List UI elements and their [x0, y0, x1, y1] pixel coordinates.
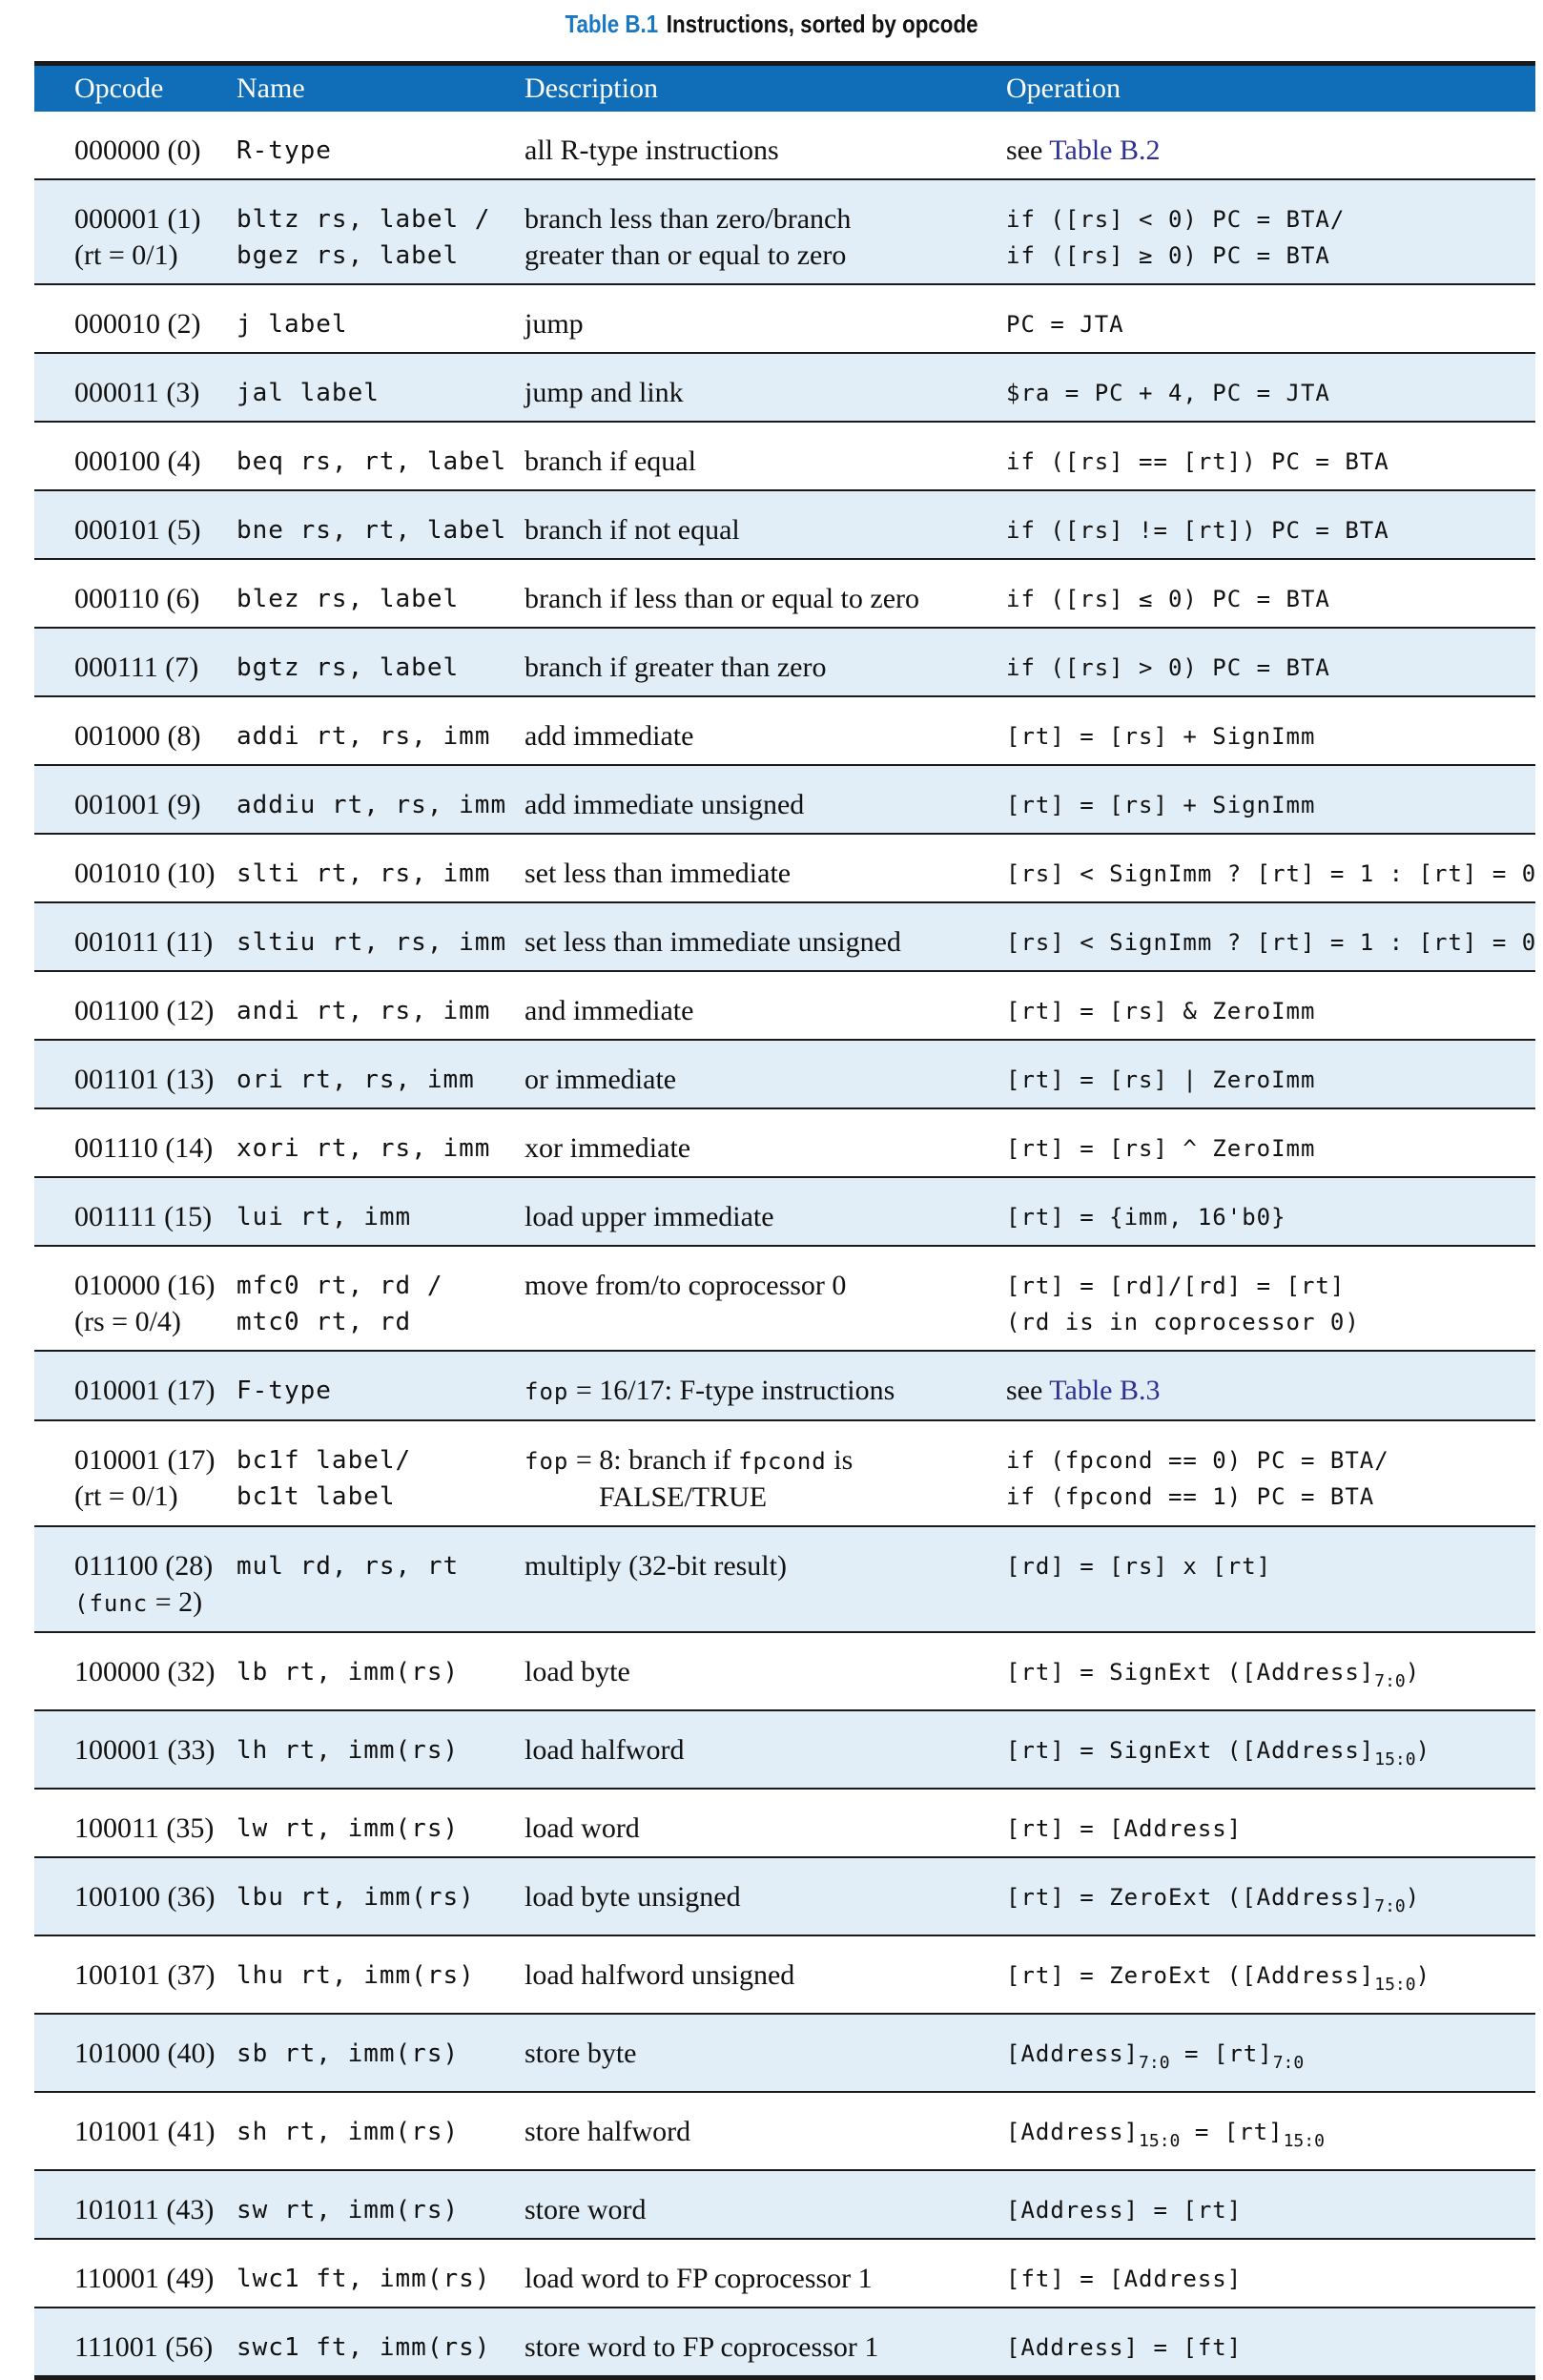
- name-text: bltz rs, label /: [237, 205, 491, 234]
- opcode-cell: 010001 (17): [34, 1351, 237, 1420]
- description-text: branch less than zero/branch: [525, 203, 852, 235]
- bit-range: 7:0: [1374, 1896, 1406, 1916]
- description-cell: store word: [525, 2170, 1006, 2239]
- name-cell: xori rt, rs, imm: [237, 1134, 491, 1163]
- name-text: R-type: [237, 136, 332, 165]
- name-cell: lhu rt, imm(rs): [237, 1961, 475, 1990]
- description-cell: [525, 1246, 1006, 1351]
- name-cell: lh rt, imm(rs): [237, 1710, 525, 1789]
- table-number: Table B.1: [565, 10, 659, 38]
- opcode-cell: 000100 (4): [74, 445, 201, 477]
- name-cell: bne rs, rt, label: [237, 490, 525, 559]
- table-row: [34, 1935, 1535, 2014]
- opcode-cell: 000111 (7): [34, 628, 237, 696]
- description-cell: or immediate: [525, 1040, 1006, 1108]
- name-cell: [237, 179, 525, 284]
- description-cell: load upper immediate: [525, 1177, 1006, 1246]
- operation-cell: [1006, 1351, 1535, 1420]
- operation-cell: [Address] = [rt]: [1006, 2170, 1535, 2239]
- table-row: [34, 765, 1535, 834]
- opcode-cell: [34, 1246, 237, 1351]
- operation-text: [rt] = SignExt ([Address]: [1006, 1659, 1375, 1686]
- description-cell: xor immediate: [525, 1132, 691, 1164]
- description-cell: load halfword: [525, 1710, 1006, 1789]
- description-cell: and immediate: [525, 995, 694, 1026]
- description-cell: [525, 1420, 1006, 1526]
- operation-text-2: if ([rs] ≥ 0) PC = BTA: [1006, 242, 1330, 269]
- name-cell: lw rt, imm(rs): [237, 1814, 460, 1843]
- name-cell: sh rt, imm(rs): [237, 2118, 460, 2146]
- operation-cell: [1006, 1935, 1535, 2014]
- description-cell: [525, 179, 1006, 284]
- table-row: [34, 1789, 1535, 1857]
- name-cell: lb rt, imm(rs): [237, 1658, 460, 1687]
- table-b3-link[interactable]: Table B.3: [1049, 1375, 1161, 1406]
- description-cell: branch if equal: [525, 445, 696, 477]
- bit-range: 15:0: [1374, 1749, 1416, 1769]
- operation-cell: [1006, 2092, 1535, 2170]
- operation-tail: = [rt]: [1180, 2119, 1284, 2145]
- table-row: [34, 2239, 1535, 2308]
- operation-tail: = [rt]: [1169, 2040, 1273, 2067]
- description-cell: [525, 112, 1006, 179]
- name-cell: lbu rt, imm(rs): [237, 1857, 525, 1935]
- table-row: [34, 971, 1535, 1040]
- description-cell: add immediate: [525, 720, 694, 752]
- opcode-text: 010000 (16): [74, 1270, 216, 1301]
- name-cell: j label: [237, 310, 348, 339]
- name-cell: sb rt, imm(rs): [237, 2014, 525, 2092]
- operation-tail: ): [1405, 1659, 1421, 1686]
- table-row: [34, 696, 1535, 765]
- operation-text: [rt] = SignExt ([Address]: [1006, 1737, 1375, 1764]
- operation-cell: [1006, 1246, 1535, 1351]
- name-text: mfc0 rt, rd /: [237, 1272, 443, 1300]
- table-row: [34, 2170, 1535, 2239]
- opcode-note: [74, 1584, 237, 1622]
- opcode-cell: [34, 1526, 237, 1632]
- operation-cell: [1006, 179, 1535, 284]
- opcode-cell: 101011 (43): [34, 2170, 237, 2239]
- name-cell: sw rt, imm(rs): [237, 2170, 525, 2239]
- name-cell: [237, 1420, 525, 1526]
- table-row: [34, 1177, 1535, 1246]
- operation-tail: ): [1415, 1962, 1431, 1989]
- operation-text: if ([rs] < 0) PC = BTA/: [1006, 206, 1346, 233]
- operation-cell: $ra = PC + 4, PC = JTA: [1006, 353, 1535, 422]
- opcode-cell: [34, 179, 237, 284]
- operation-cell: [ft] = [Address]: [1006, 2266, 1243, 2292]
- opcode-cell: 100101 (37): [74, 1959, 216, 1991]
- bit-range: 7:0: [1139, 2053, 1170, 2073]
- opcode-cell: 001000 (8): [74, 720, 201, 752]
- opcode-cell: 100001 (33): [34, 1710, 237, 1789]
- name-cell: [237, 112, 525, 179]
- name-cell: jal label: [237, 353, 525, 422]
- table-row: [34, 1108, 1535, 1177]
- description-cell: branch if less than or equal to zero: [525, 583, 920, 614]
- operation-text: [rt] = ZeroExt ([Address]: [1006, 1884, 1375, 1911]
- bit-range: 15:0: [1374, 1975, 1416, 1995]
- opcode-cell: 101000 (40): [34, 2014, 237, 2092]
- description-cell: load byte: [525, 1656, 630, 1687]
- description-text: = 16/17: F-type instructions: [568, 1375, 895, 1406]
- description-text: move from/to coprocessor 0: [525, 1270, 847, 1301]
- opcode-text: 000001 (1): [74, 203, 201, 235]
- table-row: [34, 2308, 1535, 2378]
- description-cell: load word: [525, 1812, 640, 1844]
- opcode-cell: 000110 (6): [74, 583, 200, 614]
- opcode-cell: [34, 112, 237, 179]
- description-cell: set less than immediate: [525, 858, 792, 889]
- table-row: [34, 1526, 1535, 1632]
- operation-cell: [rt] = [Address]: [1006, 1815, 1243, 1842]
- opcode-text: 000000 (0): [74, 135, 201, 166]
- table-row: [34, 1351, 1535, 1420]
- operation-tail: ): [1415, 1737, 1431, 1764]
- opcode-cell: 000101 (5): [34, 490, 237, 559]
- description-line-1: [525, 1442, 1006, 1480]
- name-cell: addi rt, rs, imm: [237, 722, 491, 751]
- opcode-cell: 001111 (15): [34, 1177, 237, 1246]
- description-cell: branch if not equal: [525, 490, 1006, 559]
- fop-code: fop: [525, 1448, 569, 1475]
- opcode-cell: 100100 (36): [34, 1857, 237, 1935]
- description-cell: store byte: [525, 2014, 1006, 2092]
- bit-range: 15:0: [1139, 2131, 1181, 2151]
- description-cell: store halfword: [525, 2116, 691, 2147]
- opcode-note: (rt = 0/1): [74, 239, 178, 271]
- operation-text: [Address]: [1006, 2040, 1140, 2067]
- fpcond-code: fpcond: [738, 1448, 827, 1475]
- opcode-cell: 001110 (14): [74, 1132, 214, 1164]
- bit-range-2: 7:0: [1272, 2053, 1305, 2073]
- table-row: [34, 1710, 1535, 1789]
- opcode-text: 011100 (28): [74, 1550, 214, 1582]
- operation-cell: [1006, 112, 1535, 179]
- operation-text-2: if (fpcond == 1) PC = BTA: [1006, 1483, 1375, 1510]
- description-cell: branch if greater than zero: [525, 628, 1006, 696]
- name-cell: ori rt, rs, imm: [237, 1040, 525, 1108]
- opcode-note: (rt = 0/1): [74, 1480, 178, 1512]
- description-cell: jump and link: [525, 353, 1006, 422]
- operation-text: if (fpcond == 0) PC = BTA/: [1006, 1447, 1389, 1474]
- operation-tail: ): [1405, 1884, 1421, 1911]
- name-text-2: bgez rs, label: [237, 241, 460, 270]
- operation-cell: [rt] = [rs] ^ ZeroImm: [1006, 1135, 1316, 1162]
- table-row: [34, 112, 1535, 179]
- opcode-cell: 111001 (56): [34, 2308, 237, 2378]
- operation-cell: [rt] = [rs] & ZeroImm: [1006, 998, 1316, 1024]
- header-name: Name: [237, 66, 525, 112]
- operation-cell: [1006, 1420, 1535, 1526]
- operation-cell: [rt] = [rs] + SignImm: [1006, 723, 1316, 750]
- table-row: [34, 1040, 1535, 1108]
- opcode-cell: [34, 1420, 237, 1526]
- operation-cell: [1006, 1857, 1535, 1935]
- bit-range-2: 15:0: [1283, 2131, 1325, 2151]
- operation-cell: if ([rs] != [rt]) PC = BTA: [1006, 490, 1535, 559]
- name-cell: addiu rt, rs, imm: [237, 765, 525, 834]
- opcode-cell: 001100 (12): [74, 995, 215, 1026]
- header-operation: Operation: [1006, 66, 1535, 112]
- table-row: [34, 422, 1535, 490]
- name-cell: mul rd, rs, rt: [237, 1526, 525, 1632]
- opcode-cell: 001011 (11): [34, 902, 237, 971]
- description-cell: jump: [525, 308, 584, 340]
- table-row: [34, 179, 1535, 284]
- name-cell: lwc1 ft, imm(rs): [237, 2265, 491, 2293]
- table-row: [34, 2014, 1535, 2092]
- func-code: (func: [74, 1590, 149, 1617]
- operation-cell: if ([rs] == [rt]) PC = BTA: [1006, 448, 1389, 475]
- opcode-note: (rs = 0/4): [74, 1306, 181, 1337]
- opcode-cell: 100011 (35): [74, 1812, 215, 1844]
- operation-cell: [rs] < SignImm ? [rt] = 1 : [rt] = 0: [1006, 860, 1537, 887]
- description-text-tail: is: [826, 1444, 854, 1476]
- operation-see: see: [1006, 135, 1043, 166]
- table-b2-link[interactable]: Table B.2: [1049, 135, 1161, 166]
- operation-cell: [rt] = {imm, 16'b0}: [1006, 1177, 1535, 1246]
- table-row: [34, 284, 1535, 353]
- operation-cell: [rs] < SignImm ? [rt] = 1 : [rt] = 0: [1006, 902, 1535, 971]
- table-row: [34, 2092, 1535, 2170]
- opcode-cell: 100000 (32): [74, 1656, 216, 1687]
- name-cell: swc1 ft, imm(rs): [237, 2308, 525, 2378]
- name-cell: beq rs, rt, label: [237, 447, 507, 476]
- operation-cell: PC = JTA: [1006, 311, 1124, 338]
- operation-cell: [1006, 1710, 1535, 1789]
- name-text-2: mtc0 rt, rd: [237, 1308, 412, 1336]
- description-cell: [525, 1351, 1006, 1420]
- opcode-cell: 001101 (13): [34, 1040, 237, 1108]
- table-title: Instructions, sorted by opcode: [666, 10, 978, 38]
- name-cell: slti rt, rs, imm: [237, 859, 491, 888]
- operation-cell: [1006, 2014, 1535, 2092]
- name-text-2: bc1t label: [237, 1482, 396, 1511]
- operation-cell: [Address] = [ft]: [1006, 2308, 1535, 2378]
- table-row: [34, 559, 1535, 628]
- operation-cell: [1006, 1632, 1535, 1710]
- description-cell: store word to FP coprocessor 1: [525, 2308, 1006, 2378]
- name-cell: bgtz rs, label: [237, 628, 525, 696]
- name-cell: [237, 1246, 525, 1351]
- table-row: [34, 1246, 1535, 1351]
- description-text: all R-type instructions: [525, 135, 779, 166]
- opcode-cell: 000010 (2): [74, 308, 201, 340]
- operation-cell: if ([rs] ≤ 0) PC = BTA: [1006, 586, 1330, 612]
- opcode-cell: 000011 (3): [34, 353, 237, 422]
- header-opcode: Opcode: [34, 66, 237, 112]
- description-text-2: greater than or equal to zero: [525, 239, 847, 271]
- description-cell: multiply (32-bit result): [525, 1526, 1006, 1632]
- instructions-table: [34, 66, 1535, 2380]
- header-description: Description: [525, 66, 1006, 112]
- opcode-cell: 101001 (41): [74, 2116, 216, 2147]
- table-row: [34, 353, 1535, 422]
- name-cell: sltiu rt, rs, imm: [237, 902, 525, 971]
- operation-cell: [rd] = [rs] x [rt]: [1006, 1526, 1535, 1632]
- table-row: [34, 834, 1535, 902]
- opcode-cell: 110001 (49): [74, 2263, 215, 2294]
- operation-text: [Address]: [1006, 2119, 1140, 2145]
- table-caption: [108, 10, 1434, 39]
- operation-text-2: (rd is in coprocessor 0): [1006, 1309, 1360, 1335]
- description-text-2: FALSE/TRUE: [599, 1481, 768, 1513]
- operation-cell: [rt] = [rs] + SignImm: [1006, 765, 1535, 834]
- name-cell: blez rs, label: [237, 585, 460, 613]
- description-cell: load halfword unsigned: [525, 1959, 795, 1991]
- table-row: [34, 1420, 1535, 1526]
- operation-cell: if ([rs] > 0) PC = BTA: [1006, 628, 1535, 696]
- func-value: = 2): [148, 1586, 203, 1618]
- table-row: [34, 490, 1535, 559]
- table-row: [34, 628, 1535, 696]
- description-cell: load byte unsigned: [525, 1857, 1006, 1935]
- operation-text: [rt] = ZeroExt ([Address]: [1006, 1962, 1375, 1989]
- description-text: = 8: branch if: [568, 1444, 739, 1476]
- header-row: [34, 66, 1535, 112]
- name-cell: andi rt, rs, imm: [237, 997, 491, 1025]
- table-row: [34, 1857, 1535, 1935]
- table-row: [34, 902, 1535, 971]
- description-cell: load word to FP coprocessor 1: [525, 2263, 873, 2294]
- fop-code: fop: [525, 1378, 569, 1405]
- name-cell: lui rt, imm: [237, 1177, 525, 1246]
- operation-cell: [rt] = [rs] | ZeroImm: [1006, 1040, 1535, 1108]
- bit-range: 7:0: [1374, 1671, 1406, 1691]
- opcode-cell: 001001 (9): [34, 765, 237, 834]
- description-cell: add immediate unsigned: [525, 765, 1006, 834]
- opcode-cell: 001010 (10): [74, 858, 216, 889]
- operation-see: see: [1006, 1375, 1043, 1406]
- operation-text: [rt] = [rd]/[rd] = [rt]: [1006, 1273, 1346, 1299]
- name-cell: F-type: [237, 1351, 525, 1420]
- description-cell: set less than immediate unsigned: [525, 902, 1006, 971]
- name-text: bc1f label/: [237, 1446, 412, 1475]
- opcode-text: 010001 (17): [74, 1444, 216, 1476]
- table-row: [34, 1632, 1535, 1710]
